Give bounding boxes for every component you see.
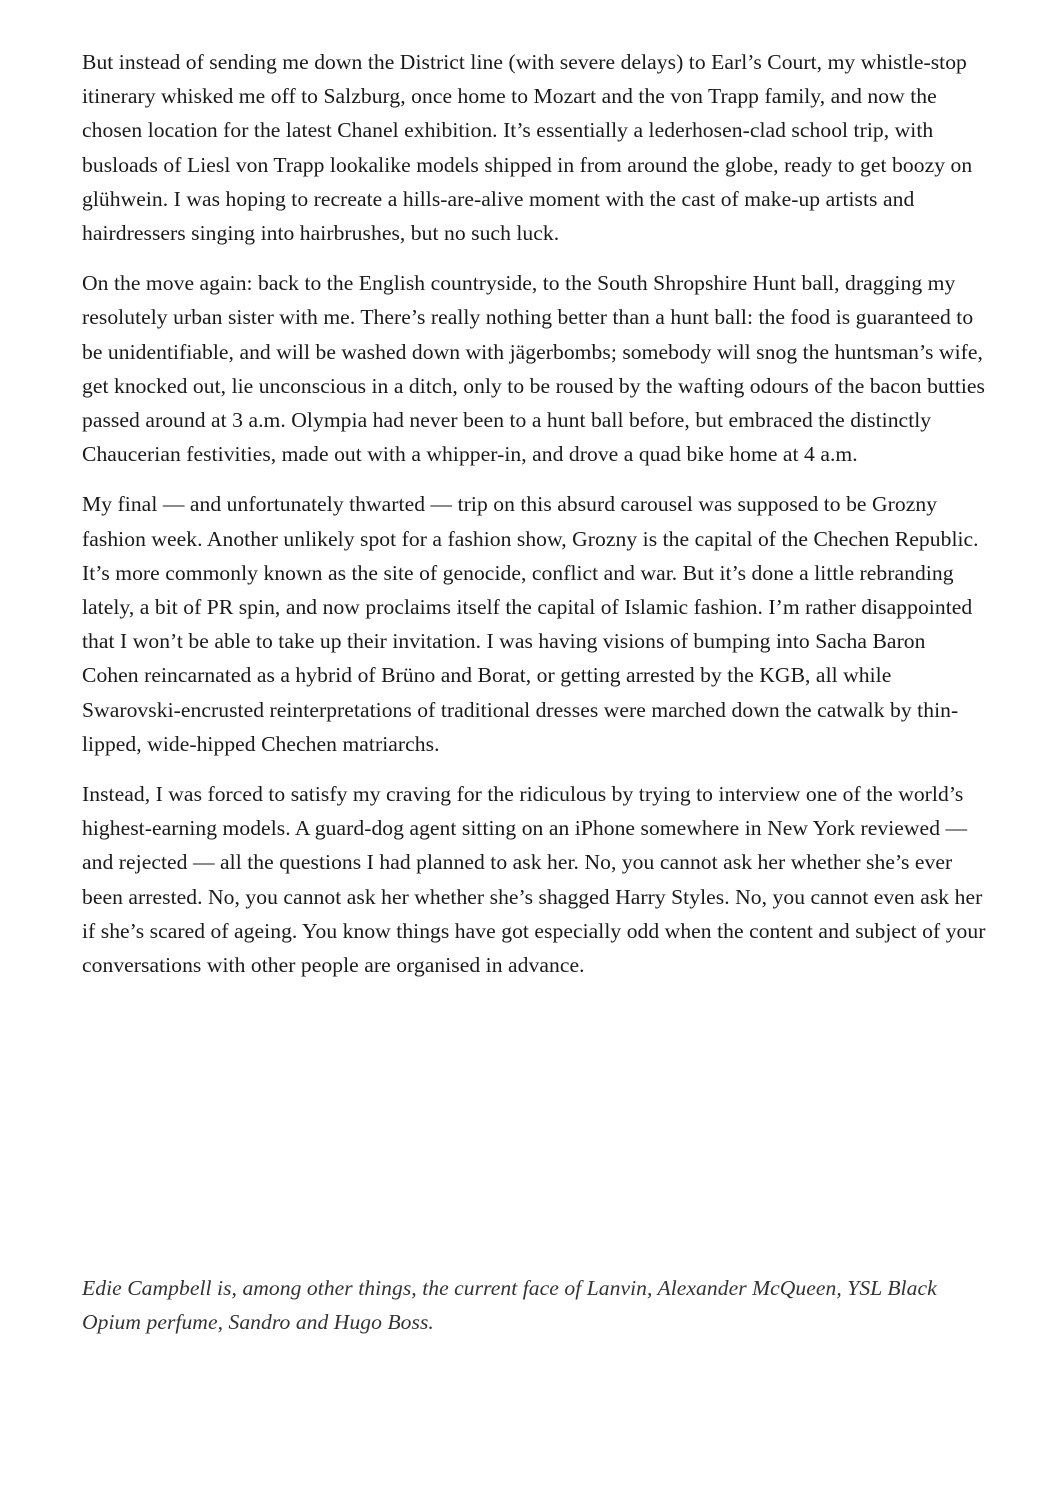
paragraph-hunt-ball: On the move again: back to the English countryside, to the South Shropshire Hunt ball, dragging my resolutely urban sister with me. There’s really nothing better than a hunt ball: the food is guaranteed to be unidentifiable, and will be washed down with jägerbombs; somebody will snog the huntsman’s wife, get knocked out, lie unconscious in a ditch, only to be roused by the wafting odours of the bacon butties passed around at 3 a.m. Olympia had never been to a hunt ball before, but embraced the distinctly Chaucerian festivities, made out with a whipper-in, and drove a quad bike home at 4 a.m. (82, 271, 986, 467)
paragraph-interview: Instead, I was forced to satisfy my craving for the ridiculous by trying to interview one of the world’s highest-earning models. A guard-dog agent sitting on an iPhone somewhere in New York reviewed — and rejected — all the questions I had planned to ask her. No, you cannot ask her whether she’s ever been arrested. No, you cannot ask her whether she’s shagged Harry Styles. No, you cannot even ask her if she’s scared of ageing. You know things have got especially odd when the content and subject of your conversations with other people are organised in advance. (82, 782, 986, 978)
article-page (82, 45, 987, 1335)
paragraph-salzburg: But instead of sending me down the District line (with severe delays) to Earl’s Court, my whistle-stop itinerary whisked me off to Salzburg, once home to Mozart and the von Trapp family, and now the chosen location for the latest Chanel exhibition. It’s essentially a lederhosen-clad school trip, with busloads of Liesl von Trapp lookalike models shipped in from around the globe, ready to get boozy on glühwein. I was hoping to recreate a hills-are-alive moment with the cast of make-up artists and hairdressers singing into hairbrushes, but no such luck. (82, 50, 973, 246)
paragraph-grozny: My final — and unfortunately thwarted — trip on this absurd carousel was supposed to be Grozny fashion week. Another unlikely spot for a fashion show, Grozny is the capital of the Chechen Republic. It’s more commonly known as the site of genocide, conflict and war. But it’s done a little rebranding lately, a bit of PR spin, and now proclaims itself the capital of Islamic fashion. I’m rather disappointed that I won’t be able to take up their invitation. I was having visions of bumping into Sacha Baron Cohen reincarnated as a hybrid of Brüno and Borat, or getting arrested by the KGB, all while Swarovski-encrusted reinterpretations of traditional dresses were marched down the catwalk by thin-lipped, wide-hipped Chechen matriarchs. (82, 492, 979, 756)
author-byline: Edie Campbell is, among other things, the current face of Lanvin, Alexander McQueen, YSL Black Opium perfume, Sandro and Hugo Boss. (82, 1276, 937, 1335)
